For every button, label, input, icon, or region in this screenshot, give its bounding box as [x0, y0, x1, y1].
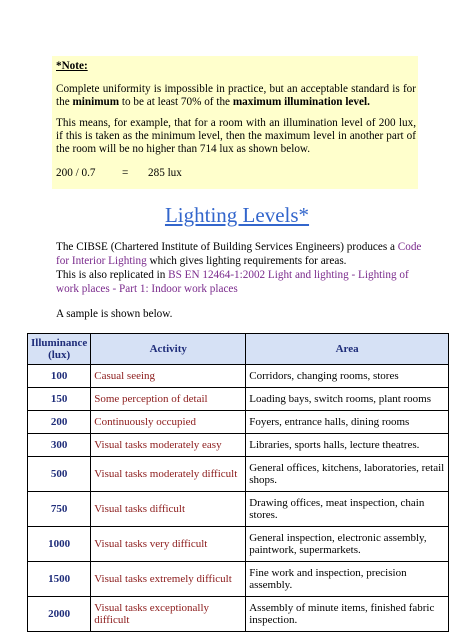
note-paragraph-uniformity — [56, 83, 416, 109]
area-cell: General offices, kitchens, laboratories, retail shops. — [246, 457, 449, 492]
header-activity: Activity — [91, 334, 246, 365]
note-box — [52, 56, 418, 189]
table-row — [28, 365, 449, 388]
formula-result: 285 lux — [148, 167, 182, 179]
lux-cell: 1500 — [28, 562, 91, 597]
lux-cell: 300 — [28, 434, 91, 457]
intro-text-a: The CIBSE (Chartered Institute of Building Services Engineers) produces a — [56, 241, 398, 253]
code-for-interior-lighting-link[interactable]: Code for Interior Lighting — [56, 241, 422, 267]
bs-en-12464-link[interactable]: BS EN 12464-1:2002 Light and lighting - Lighting of work places - Part 1: Indoor work places — [56, 269, 409, 295]
lux-cell: 200 — [28, 411, 91, 434]
header-area: Area — [246, 334, 449, 365]
table-row — [28, 388, 449, 411]
lux-cell: 1000 — [28, 527, 91, 562]
area-cell: Loading bays, switch rooms, plant rooms — [246, 388, 449, 411]
formula-left: 200 / 0.7 — [56, 167, 96, 179]
lux-cell: 150 — [28, 388, 91, 411]
note-paragraph-example: This means, for example, that for a room with an illumination level of 200 lux, if this is taken as the minimum level, then the maximum level in another part of the room will be no higher than 714 lux as shown below. — [56, 117, 416, 155]
area-cell: Drawing offices, meat inspection, chain stores. — [246, 492, 449, 527]
area-cell: Fine work and inspection, precision assembly. — [246, 562, 449, 597]
activity-cell: Continuously occupied — [91, 411, 246, 434]
table-row — [28, 527, 449, 562]
table-row — [28, 434, 449, 457]
lighting-levels-table — [27, 333, 449, 632]
area-cell: Libraries, sports halls, lecture theatres. — [246, 434, 449, 457]
table-row — [28, 457, 449, 492]
page-heading: Lighting Levels* — [164, 203, 310, 227]
activity-cell: Visual tasks moderately easy — [91, 434, 246, 457]
note-title: *Note: — [56, 60, 88, 72]
activity-cell: Visual tasks extremely difficult — [91, 562, 246, 597]
lux-cell: 100 — [28, 365, 91, 388]
table-row — [28, 411, 449, 434]
activity-cell: Visual tasks very difficult — [91, 527, 246, 562]
activity-cell: Visual tasks difficult — [91, 492, 246, 527]
lux-cell: 750 — [28, 492, 91, 527]
intro-line-bsen — [56, 268, 422, 296]
table-header-row — [28, 334, 449, 365]
lux-cell: 500 — [28, 457, 91, 492]
activity-cell: Visual tasks exceptionally difficult — [91, 597, 246, 632]
table-row — [28, 492, 449, 527]
formula-equals: = — [122, 167, 129, 179]
intro-text-c: This is also replicated in — [56, 269, 169, 281]
activity-cell: Some perception of detail — [91, 388, 246, 411]
note-formula — [56, 167, 416, 180]
activity-cell: Visual tasks moderately difficult — [91, 457, 246, 492]
area-cell: General inspection, electronic assembly, paintwork, supermarkets. — [246, 527, 449, 562]
note-p1-maximum: maximum illumination level. — [232, 96, 370, 108]
area-cell: Corridors, changing rooms, stores — [246, 365, 449, 388]
intro-text — [56, 240, 422, 296]
activity-cell: Casual seeing — [91, 365, 246, 388]
sample-text: A sample is shown below. — [56, 308, 173, 320]
area-cell: Assembly of minute items, finished fabric inspection. — [246, 597, 449, 632]
table-row — [28, 562, 449, 597]
header-illuminance: Illuminance (lux) — [28, 334, 91, 365]
note-p1-text-a: Complete uniformity is impossible in practice, but an acceptable standard is for the — [56, 83, 416, 108]
note-p1-text-c: to be at least 70% of the — [119, 96, 233, 108]
intro-line-cibse — [56, 240, 422, 268]
table-row — [28, 597, 449, 632]
intro-text-b: which gives lighting requirements for areas. — [146, 255, 347, 267]
note-p1-minimum: minimum — [72, 96, 120, 108]
lux-cell: 2000 — [28, 597, 91, 632]
area-cell: Foyers, entrance halls, dining rooms — [246, 411, 449, 434]
